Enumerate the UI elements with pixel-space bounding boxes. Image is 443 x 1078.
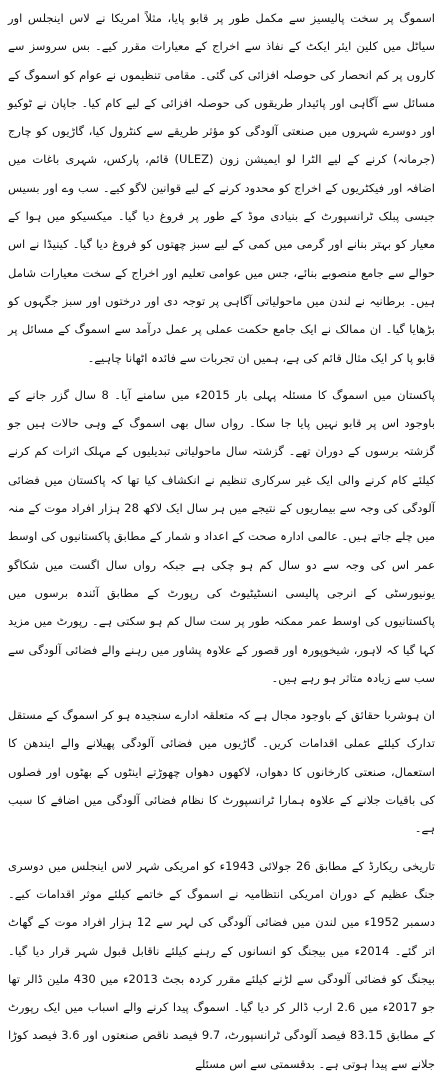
paragraph-causes: ان ہوشربا حقائق کے باوجود مجال ہے کہ متعلقہ ادارے سنجیدہ ہو کر اسموگ کے مستقل تدارک کیلئے عملی اقدامات کریں۔ گاڑیوں میں فضائی آلودگی پھیلانے والے ایندھن کا استعمال، صنعتی کارخانوں کا دھواں، لاکھوں دھواں چھوڑتے اینٹوں کے بھٹوں اور فصلوں کی باقیات جلانے کے علاوہ ہمارا ٹرانسپورٹ کا نظام فضائی آلودگی میں اضافے کا سبب ہے۔ xyxy=(8,708,435,836)
paragraph-historical-record: تاریخی ریکارڈ کے مطابق 26 جولائی 1943ء کو امریکی شہر لاس اینجلس میں دوسری جنگ عظیم کے دوران امریکی انتظامیہ نے اسموگ کے خاتمے کیلئے موثر اقدامات کیے۔ دسمبر 1952ء میں لندن میں فضائی آلودگی کی لہر سے 12 ہزار افراد موت کے گھاٹ اتر گئے۔ 2014ء میں بیجنگ کو انسانوں کے رہنے کیلئے ناقابل قبول شہر قرار دیا گیا۔ بیجنگ کو فضائی آلودگی سے لڑنے کیلئے مقرر کردہ بجٹ 2013ء میں 430 ملین ڈالر تھا جو 2017ء میں 2.6 ارب ڈالر کر دیا گیا۔ اسموگ پیدا کرنے والے اسباب میں ایک رپورٹ کے مطابق 83.15 فیصد آلودگی ٹرانسپورٹ، 9.7 فیصد ناقص صنعتوں اور 3.6 فیصد کوڑا جلانے سے پیدا ہوتی ہے۔ بدقسمتی سے اس مسئلے xyxy=(8,858,435,1071)
paragraph-pakistan-smog: پاکستان میں اسموگ کا مسئلہ پہلی بار 2015ء میں سامنے آیا۔ 8 سال گزر جانے کے باوجود اس پر قابو نہیں پایا جا سکا۔ رواں سال بھی اسموگ کے وہی حالات ہیں جو گزشتہ برسوں کے دوران تھے۔ گزشتہ سال ماحولیاتی تبدیلیوں کے مہلک اثرات کم کرنے کیلئے کام کرنے والی ایک غیر سرکاری تنظیم نے انکشاف کیا تھا کہ پاکستان میں فضائی آلودگی کی وجہ سے بیماریوں کے نتیجے میں ہر سال ایک لاکھ 28 ہزار افراد موت کے منہ میں چلے جاتے ہیں۔ عالمی ادارہ صحت کے اعداد و شمار کے مطابق پاکستانیوں کی اوسط عمر اس کی وجہ سے دو سال کم ہو چکی ہے جبکہ رواں سال اگست میں شکاگو یونیورسٹی کے انرجی پالیسی انسٹیٹیوٹ کی رپورٹ کے مطابق آئندہ برسوں میں پاکستانیوں کی اوسط عمر ممکنہ طور پر ست سال کم ہو سکتی ہے۔ رپورٹ میں مزید کہا گیا کہ لاہور، شیخوپورہ اور قصور کے علاوہ پشاور میں رہنے والے فضائی آلودگی سے سب سے زیادہ متاثر ہو رہے ہیں۔ xyxy=(8,387,435,685)
paragraph-international-examples: اسموگ پر سخت پالیسیز سے مکمل طور پر قابو پایا، مثلاً امریکا نے لاس اینجلس اور سیاٹل میں کلین ایئر ایکٹ کے نفاذ سے اخراج کے معیارات مقرر کیے۔ بس سروسز سے کاروں پر کم انحصار کی حوصلہ افزائی کی گئی۔ مقامی تنظیموں نے عوام کو اسموگ کے مسائل سے آگاہی اور پائیدار طریقوں کی حوصلہ افزائی کے لیے کام کیا۔ جاپان نے ٹوکیو اور دوسرے شہروں میں صنعتی آلودگی کو مؤثر طریقے سے کنٹرول کیا، گاڑیوں کو چارج (جرمانہ) کرنے کے لیے الٹرا لو ایمیشن زون (ULEZ) قائم، پارکس، شہری باغات میں اضافہ اور فیکٹریوں کے اخراج کو محدود کرنے کے لیے قوانین لاگو کیے۔ سب وے اور بسیس جیسی پبلک ٹرانسپورٹ کے بنیادی موڈ کے طور پر فروغ دیا گیا۔ میکسیکو میں ہوا کے معیار کو بہتر بنانے اور گرمی میں کمی کے لیے سبز چھتوں کو فروغ دیا گیا۔ کینیڈا نے اس حوالے سے جامع منصوبے بنائے، جس میں عوامی تعلیم اور اخراج کے سخت معیارات شامل ہیں۔ برطانیہ نے لندن میں ماحولیاتی آگاہی پر توجہ دی اور درختوں اور سبز جگہوں کو بڑھایا گیا۔ ان ممالک نے ایک جامع حکمت عملی پر عمل درآمد سے اسموگ کے مسائل پر قابو پا کر ایک مثال قائم کی ہے، ہمیں ان تجربات سے فائدہ اٹھانا چاہیے۔ xyxy=(8,11,436,365)
